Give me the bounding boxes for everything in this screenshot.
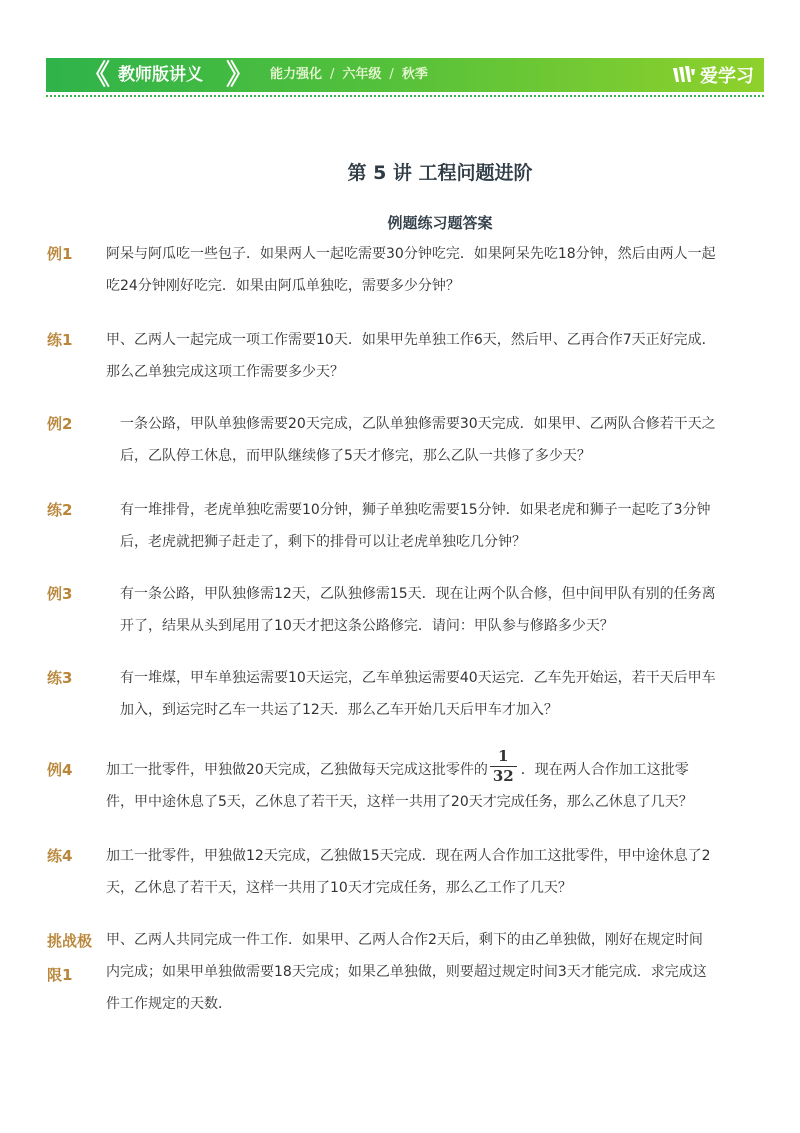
brand-logo bbox=[672, 58, 754, 92]
problem-text: 加工一批零件，甲独做12天完成，乙独做15天完成．现在两人合作加工这批零件，甲中途休息了2天，乙休息了若干天，这样一共用了10天才完成任务，那么乙工作了几天？ bbox=[106, 848, 711, 896]
problem-tag: 练2 bbox=[47, 501, 73, 519]
problem-tag: 例3 bbox=[47, 585, 73, 603]
problem-tag: 练1 bbox=[47, 331, 73, 349]
header-divider bbox=[46, 95, 764, 97]
problem-text: 阿呆与阿瓜吃一些包子．如果两人一起吃需要30分钟吃完．如果阿呆先吃18分钟，然后由两人一起吃24分钟刚好吃完．如果由阿瓜单独吃，需要多少分钟？ bbox=[106, 246, 716, 294]
lecture-title: 第 5 讲 工程问题进阶 bbox=[347, 162, 533, 184]
problem-text: 有一堆煤，甲车单独运需要10天运完，乙车单独运需要40天运完．乙车先开始运，若干天后甲车加入，到运完时乙车一共运了12天．那么乙车开始几天后甲车才加入？ bbox=[120, 670, 716, 718]
breadcrumb bbox=[270, 58, 428, 92]
breadcrumb-level: 能力强化 bbox=[270, 67, 323, 82]
breadcrumb-separator: / bbox=[330, 67, 335, 82]
problem-text-part: 加工一批零件，甲独做20天完成，乙独做每天完成这批零件的 bbox=[106, 762, 488, 778]
problem-tag: 例4 bbox=[47, 761, 73, 779]
problem-tag: 练3 bbox=[47, 669, 73, 687]
problem-text: 有一条公路，甲队独修需12天，乙队独修需15天．现在让两个队合修，但中间甲队有别的任务离开了，结果从头到尾用了10天才把这条公路修完．请问：甲队参与修路多少天？ bbox=[120, 586, 716, 634]
double-chevron-right-icon: 》 bbox=[226, 58, 249, 91]
breadcrumb-grade: 六年级 bbox=[342, 67, 382, 82]
fraction bbox=[490, 748, 517, 785]
problem-text: 有一堆排骨，老虎单独吃需要10分钟，狮子单独吃需要15分钟．如果老虎和狮子一起吃了3分钟后，老虎就把狮子赶走了，剩下的排骨可以让老虎单独吃几分钟？ bbox=[120, 502, 711, 550]
problem-tag: 例1 bbox=[47, 245, 73, 263]
double-chevron-left-icon: 《 bbox=[82, 58, 105, 91]
problem-text: 甲、乙两人一起完成一项工作需要10天．如果甲先单独工作6天，然后甲、乙再合作7天正好完成．那么乙单独完成这项工作需要多少天？ bbox=[106, 332, 716, 380]
brand-name: 爱学习 bbox=[700, 66, 754, 87]
problem-text: 一条公路，甲队单独修需要20天完成，乙队单独修需要30天完成．如果甲、乙两队合修若干天之后，乙队停工休息，而甲队继续修了5天才修完，那么乙队一共修了多少天？ bbox=[120, 416, 716, 464]
problem-tag: 练4 bbox=[47, 847, 73, 865]
teacher-edition-label: 教师版讲义 bbox=[118, 65, 203, 85]
problem-text: 甲、乙两人共同完成一件工作．如果甲、乙两人合作2天后，剩下的由乙单独做，刚好在规定时间内完成；如果甲单独做需要18天完成；如果乙单独做，则要超过规定时间3天才能完成．求完成这件工作规定的天数． bbox=[106, 932, 707, 1012]
breadcrumb-separator: / bbox=[389, 67, 394, 82]
problem-tag: 例2 bbox=[47, 415, 73, 433]
header-bar bbox=[46, 58, 764, 92]
section-subtitle: 例题练习题答案 bbox=[387, 214, 493, 232]
problem-text bbox=[106, 746, 716, 818]
problem-text-part: ．现在两人合作加工这批零件，甲中途休息了5天，乙休息了若干天，这样一共用了20天才完成任务，那么乙休息了几天？ bbox=[106, 762, 693, 810]
fraction-denominator: 32 bbox=[492, 766, 514, 785]
brand-mark-icon bbox=[672, 65, 696, 85]
fraction-numerator: 1 bbox=[490, 748, 517, 767]
problem-tag: 挑战极限1 bbox=[47, 932, 93, 984]
breadcrumb-term: 秋季 bbox=[401, 67, 428, 82]
